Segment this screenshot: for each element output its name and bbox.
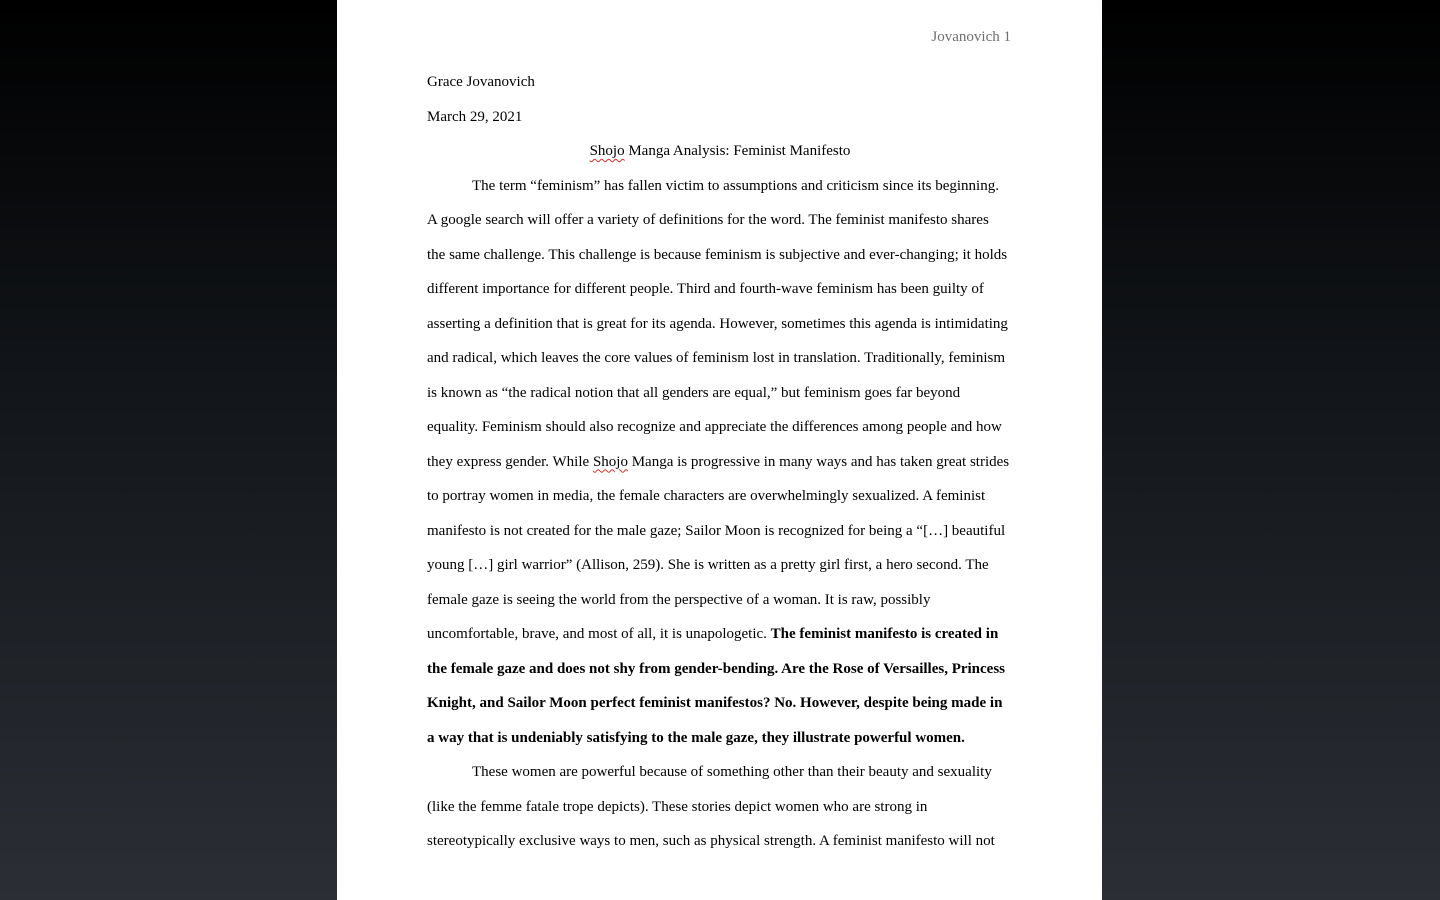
document-body[interactable] [427, 65, 1013, 859]
paragraph-1 [427, 169, 1013, 756]
spellcheck-flagged-word[interactable]: Shojo [592, 453, 628, 470]
line-text: uncomfortable, brave, and most of all, it is unapologetic. [427, 626, 771, 642]
title-text: Manga Analysis: Feminist Manifesto [624, 143, 851, 159]
paragraph-line: These women are powerful because of something other than their beauty and sexuality [472, 764, 992, 780]
line-text: they express gender. While [427, 453, 593, 470]
paragraph-line: and radical, which leaves the core values of feminism lost in translation. Traditionally, feminism [427, 350, 1006, 366]
paragraph-line: different importance for different people. Third and fourth-wave feminism has been guilty of [427, 281, 984, 297]
paragraph-line [427, 445, 1013, 480]
paragraph-line: stereotypically exclusive ways to men, such as physical strength. A feminist manifesto will not [427, 833, 995, 849]
paragraph-line: equality. Feminism should also recognize and appreciate the differences among people and how [427, 419, 1002, 435]
bold-thesis-text: the female gaze and does not shy from gender-bending. Are the Rose of Versailles, Princess [427, 660, 1006, 677]
paragraph-line: asserting a definition that is great for its agenda. However, sometimes this agenda is intimidating [427, 315, 1008, 332]
bold-thesis-text: Knight, and Sailor Moon perfect feminist manifestos? No. However, despite being made in [427, 695, 1003, 711]
paragraph-line: the same challenge. This challenge is because feminism is subjective and ever-changing; it holds [427, 246, 1008, 263]
paragraph-line: young […] girl warrior” (Allison, 259). She is written as a pretty girl first, a hero second. The [427, 557, 989, 573]
paragraph-line: to portray women in media, the female characters are overwhelmingly sexualized. A feminist [427, 488, 986, 504]
line-text: Manga is progressive in many ways and has taken great strides [627, 453, 1010, 470]
paragraph-line: A google search will offer a variety of definitions for the word. The feminist manifesto shares [427, 212, 989, 228]
paragraph-line: The term “feminism” has fallen victim to assumptions and criticism since its beginning. [472, 177, 999, 194]
paragraph-line-bold [427, 686, 1013, 721]
running-head: Jovanovich 1 [931, 29, 1011, 45]
author-name: Grace Jovanovich [427, 74, 535, 90]
bold-thesis-text: a way that is undeniably satisfying to the male gaze, they illustrate powerful women. [427, 729, 965, 746]
paragraph-line-bold [427, 721, 1013, 756]
paragraph-line [427, 617, 1013, 652]
spellcheck-flagged-word[interactable]: Shojo [589, 143, 625, 159]
bold-thesis-text: The feminist manifesto is created in [770, 626, 999, 642]
document-page[interactable] [337, 0, 1102, 900]
paragraph-line: is known as “the radical notion that all genders are equal,” but feminism goes far beyond [427, 384, 961, 401]
paragraph-line-bold [427, 652, 1013, 687]
document-title [427, 134, 1013, 169]
paragraph-line: female gaze is seeing the world from the perspective of a woman. It is raw, possibly [427, 591, 931, 608]
paragraph-2 [427, 755, 1013, 859]
paragraph-line: manifesto is not created for the male gaze; Sailor Moon is recognized for being a “[…] beautiful [427, 522, 1006, 539]
document-date: March 29, 2021 [427, 108, 523, 125]
paragraph-line: (like the femme fatale trope depicts). These stories depict women who are strong in [427, 798, 928, 815]
